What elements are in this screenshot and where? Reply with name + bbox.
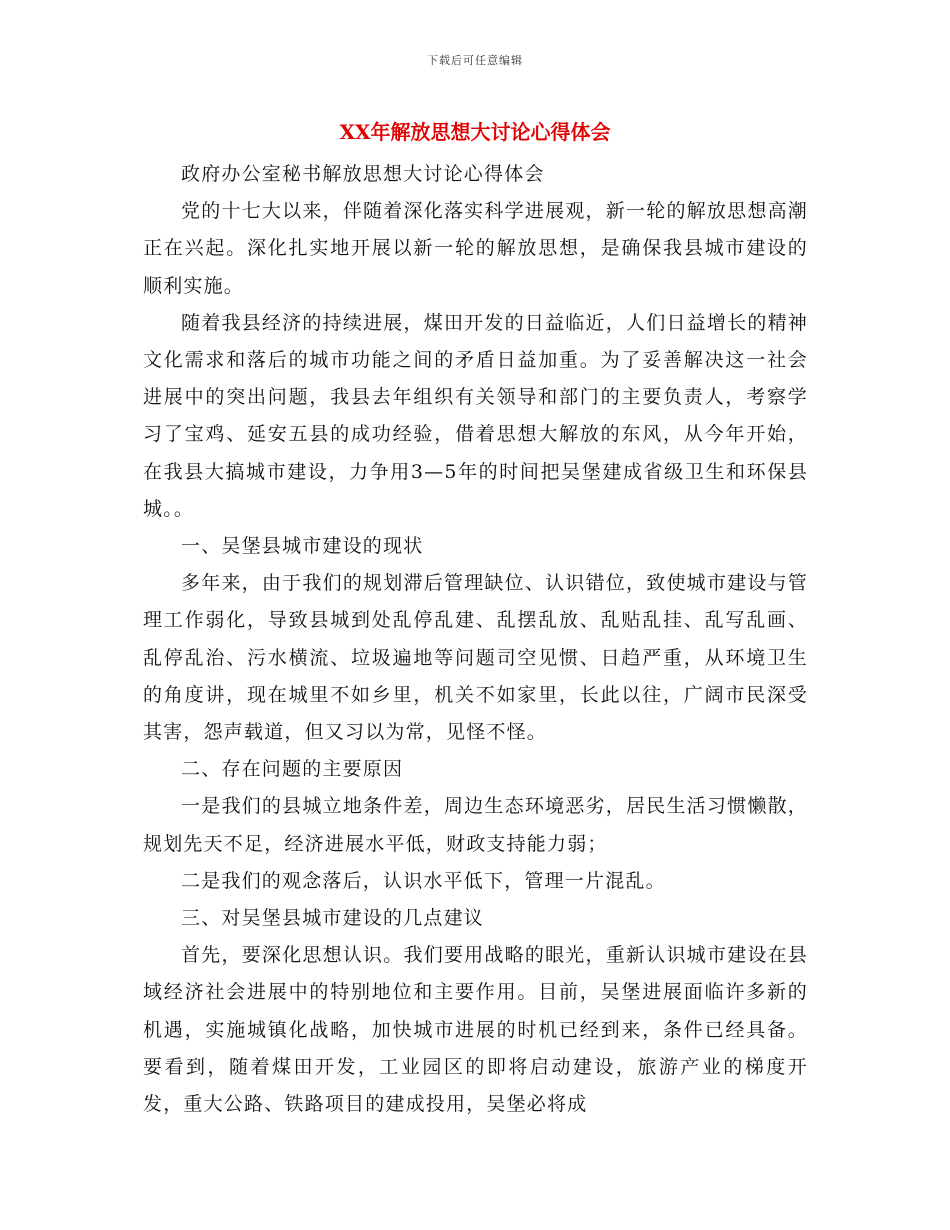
section-heading: 一、吴堡县城市建设的现状 [181,535,424,558]
paragraph: 二是我们的观念落后，认识水平低下，管理一片混乱。 [181,869,666,892]
section-heading: 三、对吴堡县城市建设的几点建议 [181,907,485,930]
paragraph: 首先，要深化思想认识。我们要用战略的眼光，重新认识城市建设在县域经济社会进展中的特别地位和主要作用。目前，吴堡进展面临许多新的机遇，实施城镇化战略，加快城市进展的时机已经到来，条件已经具备。要看到，随着煤田开发，工业园区的即将启动建设，旅游产业的梯度开发，重大公路、铁路项目的建成投用，吴堡必将成 [143,944,808,1116]
section-heading: 二、存在问题的主要原因 [181,758,404,781]
paragraph: 一是我们的县城立地条件差，周边生态环境恶劣，居民生活习惯懒散，规划先天不足，经济进展水平低，财政支持能力弱； [143,795,808,855]
document-body [143,156,808,1123]
paragraph: 随着我县经济的持续进展，煤田开发的日益临近，人们日益增长的精神文化需求和落后的城市功能之间的矛盾日益加重。为了妥善解决这一社会进展中的突出问题，我县去年组织有关领导和部门的主要负责人，考察学习了宝鸡、延安五县的成功经验，借着思想大解放的东风，从今年开始，在我县大搞城市建设，力争用3—5年的时间把吴堡建成省级卫生和环保县城。。 [143,311,808,520]
paragraph: 党的十七大以来，伴随着深化落实科学进展观，新一轮的解放思想高潮正在兴起。深化扎实地开展以新一轮的解放思想，是确保我县城市建设的顺利实施。 [143,200,808,297]
paragraph: 政府办公室秘书解放思想大讨论心得体会 [181,163,545,185]
document-title: XX年解放思想大讨论心得体会 [339,120,611,144]
page-header: 下载后可任意编辑 [427,54,523,67]
paragraph: 多年来，由于我们的规划滞后管理缺位、认识错位，致使城市建设与管理工作弱化，导致县城到处乱停乱建、乱摆乱放、乱贴乱挂、乱写乱画、乱停乱治、污水横流、垃圾遍地等问题司空见惯、日趋严重，从环境卫生的角度讲，现在城里不如乡里，机关不如家里，长此以往，广阔市民深受其害，怨声载道，但又习以为常，见怪不怪。 [143,572,808,744]
